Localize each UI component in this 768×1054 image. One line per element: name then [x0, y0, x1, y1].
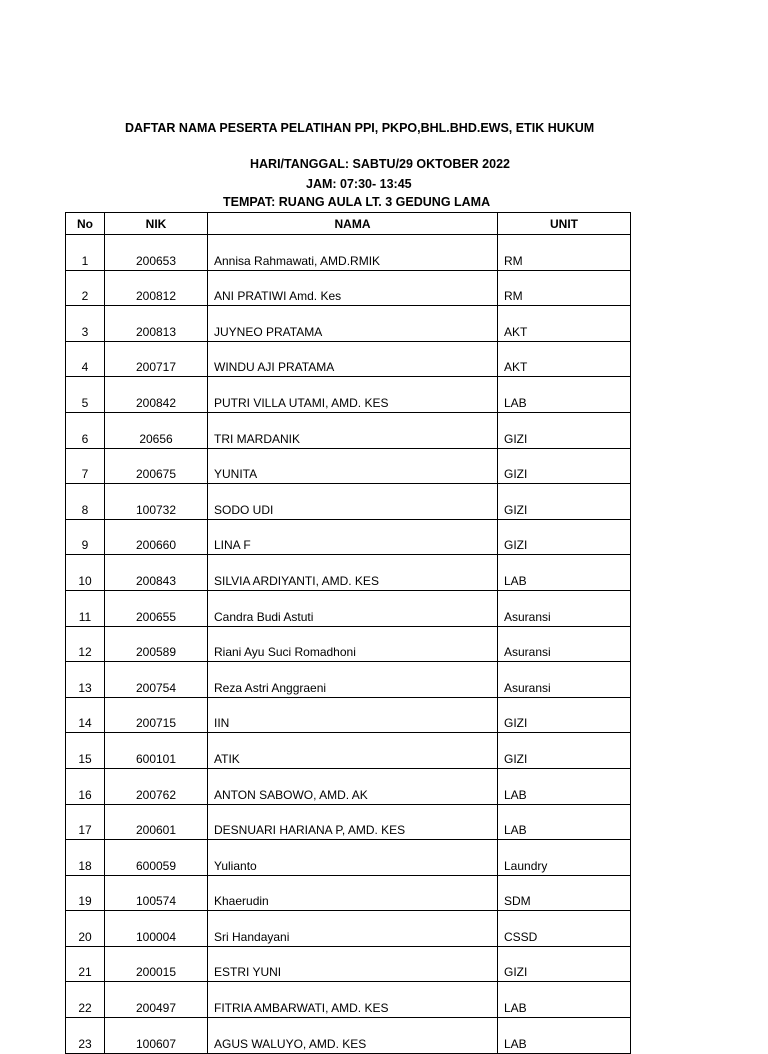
cell-unit: GIZI — [498, 697, 631, 733]
cell-unit: SDM — [498, 875, 631, 911]
cell-unit: LAB — [498, 982, 631, 1018]
cell-no: 8 — [66, 484, 105, 520]
cell-nik: 200717 — [105, 341, 208, 377]
cell-unit: LAB — [498, 768, 631, 804]
cell-unit: GIZI — [498, 519, 631, 555]
cell-no: 5 — [66, 377, 105, 413]
cell-no: 14 — [66, 697, 105, 733]
cell-nik: 100732 — [105, 484, 208, 520]
cell-nama: ANI PRATIWI Amd. Kes — [208, 270, 498, 306]
cell-nik: 200842 — [105, 377, 208, 413]
cell-nik: 200015 — [105, 946, 208, 982]
cell-unit: LAB — [498, 377, 631, 413]
cell-nama: SODO UDI — [208, 484, 498, 520]
cell-nama: FITRIA AMBARWATI, AMD. KES — [208, 982, 498, 1018]
cell-nama: Sri Handayani — [208, 911, 498, 947]
cell-no: 22 — [66, 982, 105, 1018]
cell-nama: Annisa Rahmawati, AMD.RMIK — [208, 235, 498, 271]
cell-no: 7 — [66, 448, 105, 484]
document-title: DAFTAR NAMA PESERTA PELATIHAN PPI, PKPO,BHL.BHD.EWS, ETIK HUKUM — [125, 121, 595, 135]
cell-nik: 200762 — [105, 768, 208, 804]
cell-nik: 200843 — [105, 555, 208, 591]
table-row — [66, 662, 631, 698]
cell-nik: 200655 — [105, 590, 208, 626]
cell-no: 10 — [66, 555, 105, 591]
cell-no: 19 — [66, 875, 105, 911]
cell-nik: 200601 — [105, 804, 208, 840]
cell-unit: LAB — [498, 804, 631, 840]
cell-nama: Yulianto — [208, 840, 498, 876]
cell-nama: TRI MARDANIK — [208, 412, 498, 448]
cell-no: 6 — [66, 412, 105, 448]
cell-no: 13 — [66, 662, 105, 698]
cell-no: 15 — [66, 733, 105, 769]
table-row — [66, 1018, 631, 1054]
table-row — [66, 306, 631, 342]
table-row — [66, 590, 631, 626]
cell-nik: 200653 — [105, 235, 208, 271]
cell-no: 17 — [66, 804, 105, 840]
table-row — [66, 697, 631, 733]
table-row — [66, 519, 631, 555]
cell-nik: 200589 — [105, 626, 208, 662]
date-line: HARI/TANGGAL: SABTU/29 OKTOBER 2022 — [250, 157, 510, 171]
cell-unit: LAB — [498, 555, 631, 591]
table-row — [66, 235, 631, 271]
cell-nama: Candra Budi Astuti — [208, 590, 498, 626]
cell-nik: 100004 — [105, 911, 208, 947]
cell-no: 20 — [66, 911, 105, 947]
table-row — [66, 946, 631, 982]
table-row — [66, 412, 631, 448]
cell-nik: 200812 — [105, 270, 208, 306]
cell-unit: Asuransi — [498, 590, 631, 626]
cell-unit: Asuransi — [498, 662, 631, 698]
table-row — [66, 484, 631, 520]
table-row — [66, 626, 631, 662]
cell-nama: YUNITA — [208, 448, 498, 484]
cell-nama: LINA F — [208, 519, 498, 555]
cell-unit: GIZI — [498, 946, 631, 982]
cell-unit: AKT — [498, 341, 631, 377]
cell-no: 3 — [66, 306, 105, 342]
cell-nik: 20656 — [105, 412, 208, 448]
cell-nik: 200497 — [105, 982, 208, 1018]
table-row — [66, 341, 631, 377]
cell-no: 12 — [66, 626, 105, 662]
cell-nama: DESNUARI HARIANA P, AMD. KES — [208, 804, 498, 840]
cell-nama: PUTRI VILLA UTAMI, AMD. KES — [208, 377, 498, 413]
table-row — [66, 804, 631, 840]
cell-unit: AKT — [498, 306, 631, 342]
cell-nama: Reza Astri Anggraeni — [208, 662, 498, 698]
cell-nama: WINDU AJI PRATAMA — [208, 341, 498, 377]
table-row — [66, 733, 631, 769]
cell-no: 2 — [66, 270, 105, 306]
cell-nama: JUYNEO PRATAMA — [208, 306, 498, 342]
cell-unit: GIZI — [498, 484, 631, 520]
cell-nama: ANTON SABOWO, AMD. AK — [208, 768, 498, 804]
cell-no: 1 — [66, 235, 105, 271]
table-row — [66, 377, 631, 413]
cell-nama: IIN — [208, 697, 498, 733]
cell-nama: Khaerudin — [208, 875, 498, 911]
cell-unit: Laundry — [498, 840, 631, 876]
place-line: TEMPAT: RUANG AULA LT. 3 GEDUNG LAMA — [223, 195, 491, 209]
table-row — [66, 875, 631, 911]
cell-unit: CSSD — [498, 911, 631, 947]
cell-nik: 600101 — [105, 733, 208, 769]
cell-nama: ATIK — [208, 733, 498, 769]
cell-no: 23 — [66, 1018, 105, 1054]
column-header-nik: NIK — [105, 213, 208, 235]
cell-nik: 200813 — [105, 306, 208, 342]
cell-nik: 200715 — [105, 697, 208, 733]
cell-no: 4 — [66, 341, 105, 377]
cell-nik: 600059 — [105, 840, 208, 876]
cell-nik: 100607 — [105, 1018, 208, 1054]
table-row — [66, 448, 631, 484]
table-header-row — [66, 213, 631, 235]
participant-table — [65, 212, 631, 1054]
cell-unit: RM — [498, 270, 631, 306]
table-row — [66, 270, 631, 306]
column-header-unit: UNIT — [498, 213, 631, 235]
cell-unit: GIZI — [498, 448, 631, 484]
table-row — [66, 555, 631, 591]
cell-nama: ESTRI YUNI — [208, 946, 498, 982]
cell-no: 18 — [66, 840, 105, 876]
column-header-no: No — [66, 213, 105, 235]
cell-unit: Asuransi — [498, 626, 631, 662]
cell-nama: Riani Ayu Suci Romadhoni — [208, 626, 498, 662]
table-row — [66, 982, 631, 1018]
cell-no: 11 — [66, 590, 105, 626]
cell-unit: GIZI — [498, 733, 631, 769]
table-row — [66, 911, 631, 947]
cell-nama: SILVIA ARDIYANTI, AMD. KES — [208, 555, 498, 591]
cell-nik: 200675 — [105, 448, 208, 484]
cell-no: 9 — [66, 519, 105, 555]
cell-no: 21 — [66, 946, 105, 982]
cell-nik: 100574 — [105, 875, 208, 911]
cell-nik: 200754 — [105, 662, 208, 698]
table-row — [66, 768, 631, 804]
cell-unit: GIZI — [498, 412, 631, 448]
cell-unit: RM — [498, 235, 631, 271]
cell-nik: 200660 — [105, 519, 208, 555]
cell-nama: AGUS WALUYO, AMD. KES — [208, 1018, 498, 1054]
cell-unit: LAB — [498, 1018, 631, 1054]
time-line: JAM: 07:30- 13:45 — [306, 177, 412, 191]
table-row — [66, 840, 631, 876]
column-header-nama: NAMA — [208, 213, 498, 235]
cell-no: 16 — [66, 768, 105, 804]
